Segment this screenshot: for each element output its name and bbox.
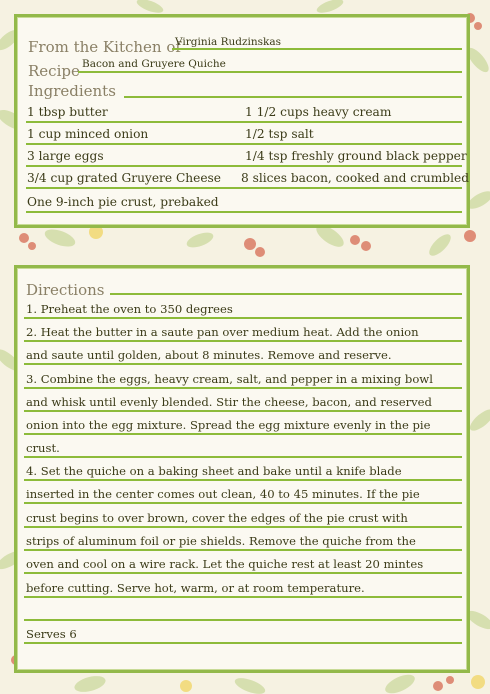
direction-line: 3. Combine the eggs, heavy cream, salt, and pepper in a mixing bowl (26, 372, 433, 386)
ingredient-item: 3 large eggs (27, 149, 104, 163)
ingredient-item: 1 cup minced onion (27, 127, 149, 141)
direction-line: crust begins to over brown, cover the edges of the pie crust with (26, 511, 408, 525)
direction-line: 1. Preheat the oven to 350 degrees (26, 302, 233, 316)
direction-line: crust. (26, 441, 60, 455)
direction-line: 4. Set the quiche on a baking sheet and bake until a knife blade (26, 464, 402, 478)
serves-text: Serves 6 (26, 627, 77, 641)
kitchen-label: From the Kitchen of (28, 38, 181, 56)
direction-line: strips of aluminum foil or pie shields. Remove the quiche from the (26, 534, 416, 548)
ingredient-item: 8 slices bacon, cooked and crumbled (241, 171, 470, 185)
direction-line: onion into the egg mixture. Spread the egg mixture evenly in the pie (26, 418, 431, 432)
direction-line: oven and cool on a wire rack. Let the quiche rest at least 20 mintes (26, 557, 424, 571)
direction-line: and saute until golden, about 8 minutes. Remove and reserve. (26, 348, 392, 362)
direction-line: and whisk until evenly blended. Stir the cheese, bacon, and reserved (26, 395, 432, 409)
ingredients-heading: Ingredients (28, 82, 116, 100)
ingredient-item: 1/2 tsp salt (245, 127, 314, 141)
recipe-name: Bacon and Gruyere Quiche (82, 58, 226, 70)
recipe-label: Recipe (28, 62, 80, 80)
ingredient-item: 3/4 cup grated Gruyere Cheese (27, 171, 222, 185)
ingredient-item: 1 1/2 cups heavy cream (245, 105, 392, 119)
ingredient-item: 1 tbsp butter (27, 105, 108, 119)
directions-heading: Directions (26, 281, 105, 299)
direction-line: 2. Heat the butter in a saute pan over medium heat. Add the onion (26, 325, 419, 339)
ingredient-item: 1/4 tsp freshly ground black pepper (245, 149, 467, 163)
direction-line: before cutting. Serve hot, warm, or at room temperature. (26, 581, 365, 595)
ingredient-item: One 9-inch pie crust, prebaked (27, 195, 219, 209)
direction-line: inserted in the center comes out clean, 40 to 45 minutes. If the pie (26, 487, 420, 501)
author-name: Virginia Rudzinskas (175, 36, 282, 48)
